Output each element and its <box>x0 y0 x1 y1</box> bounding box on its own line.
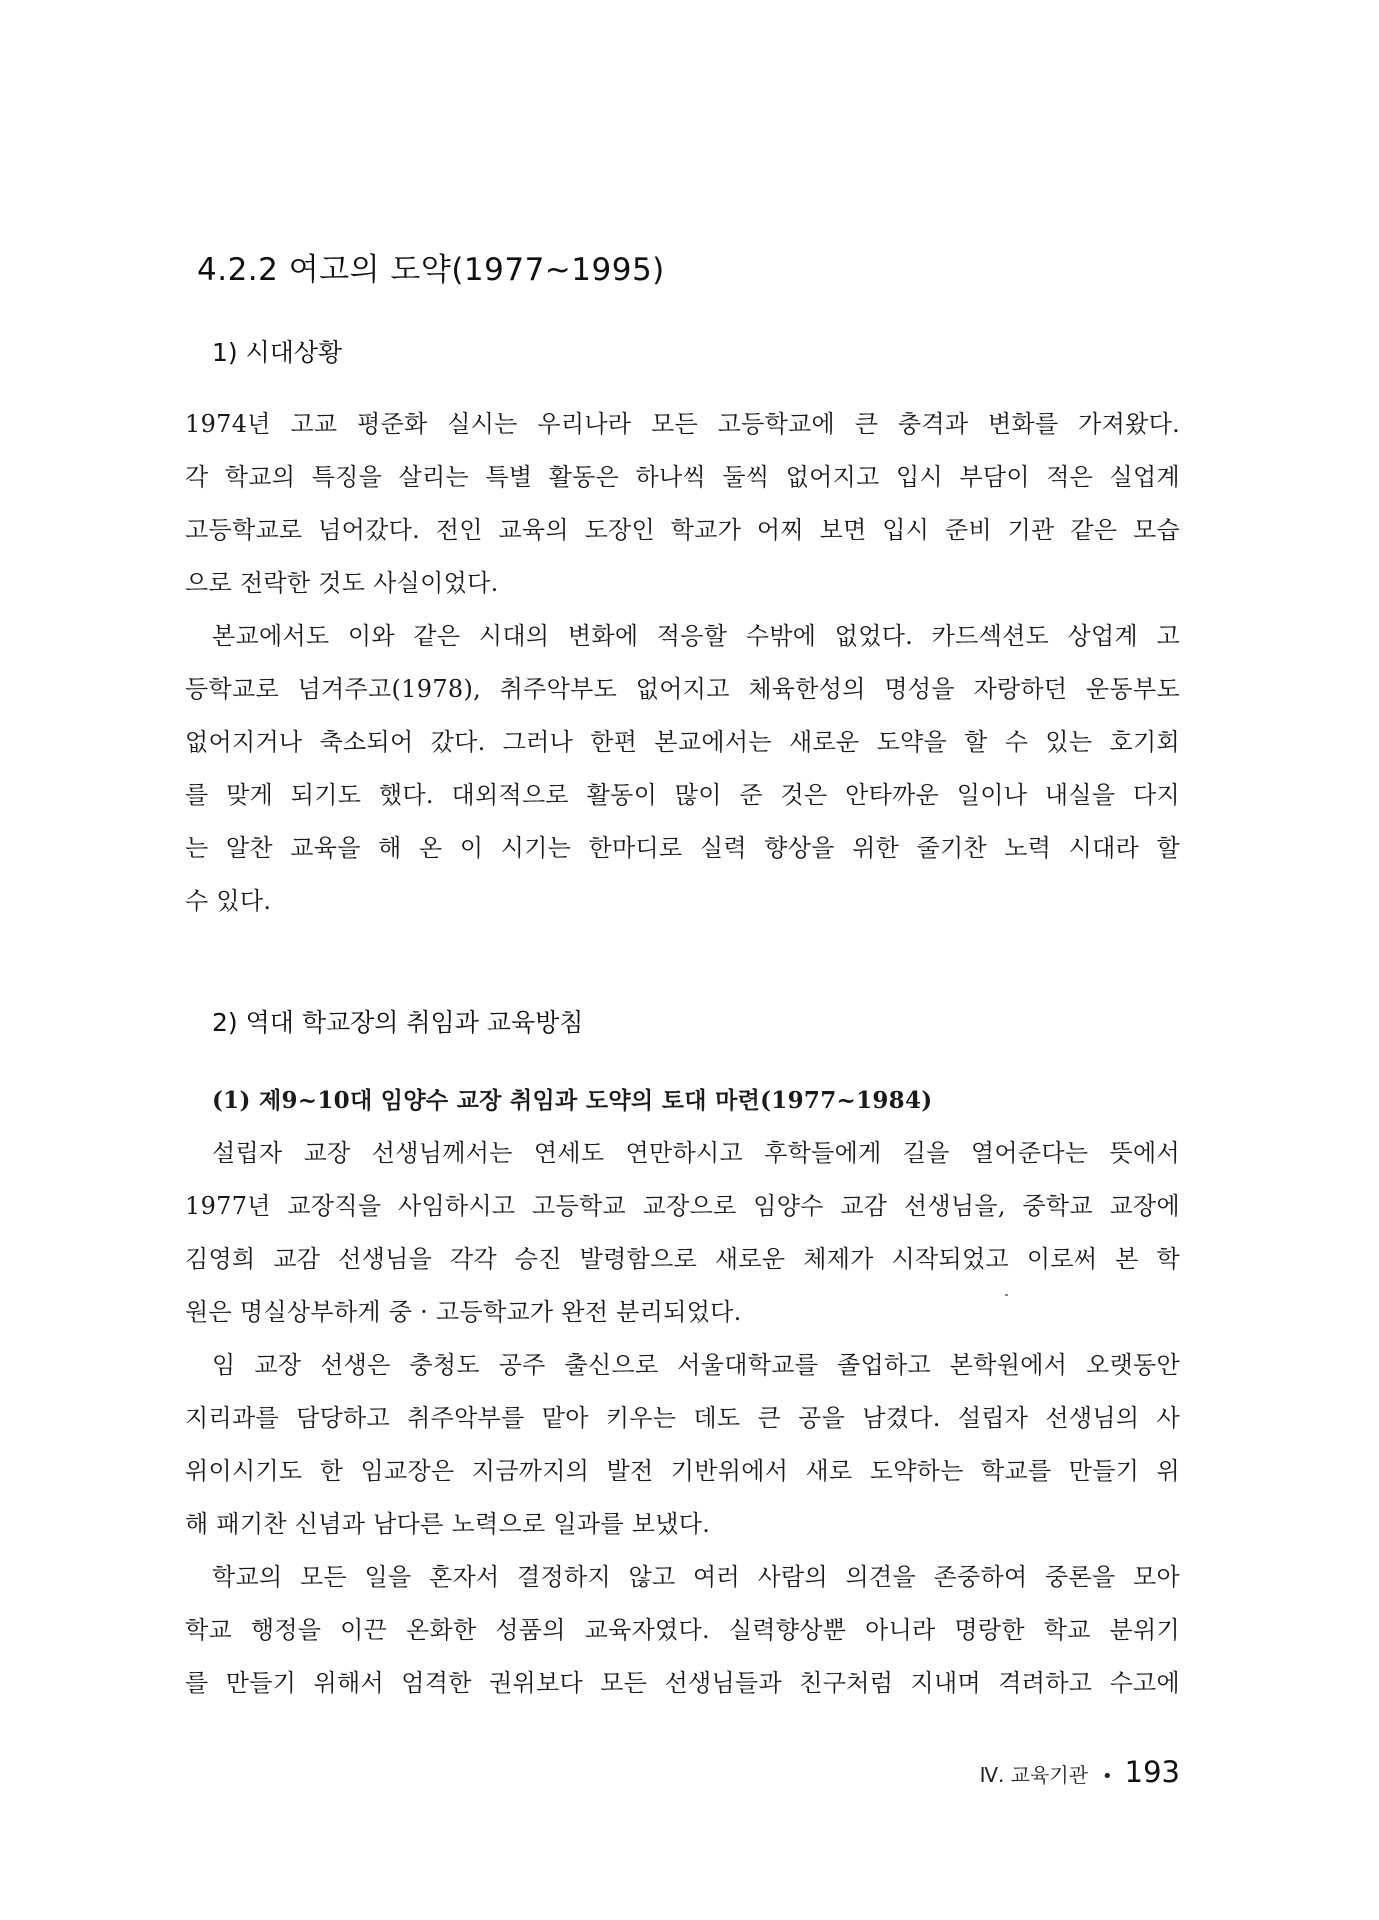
subsection-heading-1: 1) 시대상황 <box>212 338 343 367</box>
paragraph-line: 를 만들기 위해서 엄격한 권위보다 모든 선생님들과 친구처럼 지내며 격려하고 수고에 <box>185 1669 1180 1697</box>
page-number: 193 <box>1124 1755 1180 1789</box>
paragraph-line: 없어지거나 축소되어 갔다. 그러나 한편 본교에서는 새로운 도약을 할 수 있는 호기회 <box>185 728 1180 756</box>
scan-speck <box>1005 1294 1008 1296</box>
paragraph-line: 해 패기찬 신념과 남다른 노력으로 일과를 보냈다. <box>185 1510 711 1538</box>
paragraph-line: 임 교장 선생은 충청도 공주 출신으로 서울대학교를 졸업하고 본학원에서 오랫동안 <box>212 1351 1180 1379</box>
item-heading: (1) 제9~10대 임양수 교장 취임과 도약의 토대 마련(1977~1984) <box>212 1087 933 1114</box>
paragraph-line: 1974년 고교 평준화 실시는 우리나라 모든 고등학교에 큰 충격과 변화를 가져왔다. <box>185 410 1180 438</box>
paragraph-line: 학교의 모든 일을 혼자서 결정하지 않고 여러 사람의 의견을 존중하여 중론을 모아 <box>212 1563 1180 1591</box>
subsection-2-body <box>185 1074 1180 1710</box>
paragraph-line: 지리과를 담당하고 취주악부를 맡아 키우는 데도 큰 공을 남겼다. 설립자 선생님의 사 <box>185 1404 1180 1432</box>
paragraph-line: 수 있다. <box>185 887 272 915</box>
paragraph-line: 1977년 교장직을 사임하시고 고등학교 교장으로 임양수 교감 선생님을, 중학교 교장에 <box>185 1192 1180 1220</box>
paragraph-line: 설립자 교장 선생님께서는 연세도 연만하시고 후학들에게 길을 열어준다는 뜻에서 <box>212 1139 1180 1167</box>
paragraph-line: 으로 전락한 것도 사실이었다. <box>185 569 499 597</box>
paragraph-line: 등학교로 넘겨주고(1978), 취주악부도 없어지고 체육한성의 명성을 자랑하던 운동부도 <box>185 675 1180 703</box>
paragraph-line: 각 학교의 특징을 살리는 특별 활동은 하나씩 둘씩 없어지고 입시 부담이 적은 실업계 <box>185 463 1180 491</box>
footer-section-label: Ⅳ. 교육기관 <box>979 1763 1089 1787</box>
section-title: 4.2.2 여고의 도약(1977~1995) <box>197 252 665 288</box>
paragraph-line: 학교 행정을 이끈 온화한 성품의 교육자였다. 실력향상뿐 아니라 명랑한 학교 분위기 <box>185 1616 1180 1644</box>
subsection-heading-2: 2) 역대 학교장의 취임과 교육방침 <box>212 1008 584 1037</box>
paragraph-line: 김영희 교감 선생님을 각각 승진 발령함으로 새로운 체제가 시작되었고 이로써 본 학 <box>185 1245 1180 1273</box>
paragraph-line: 는 알찬 교육을 해 온 이 시기는 한마디로 실력 향상을 위한 줄기찬 노력 시대라 할 <box>185 834 1180 862</box>
subsection-1-body <box>185 398 1180 928</box>
paragraph-line: 위이시기도 한 임교장은 지금까지의 발전 기반위에서 새로 도약하는 학교를 만들기 위 <box>185 1457 1180 1485</box>
paragraph-line: 원은 명실상부하게 중 · 고등학교가 완전 분리되었다. <box>185 1298 742 1326</box>
page-footer <box>980 1755 1180 1789</box>
paragraph-line: 를 맞게 되기도 했다. 대외적으로 활동이 많이 준 것은 안타까운 일이나 내실을 다지 <box>185 781 1180 809</box>
footer-bullet: • <box>1102 1766 1113 1787</box>
paragraph-line: 고등학교로 넘어갔다. 전인 교육의 도장인 학교가 어찌 보면 입시 준비 기관 같은 모습 <box>185 516 1180 544</box>
paragraph-line: 본교에서도 이와 같은 시대의 변화에 적응할 수밖에 없었다. 카드섹션도 상업계 고 <box>212 622 1180 650</box>
